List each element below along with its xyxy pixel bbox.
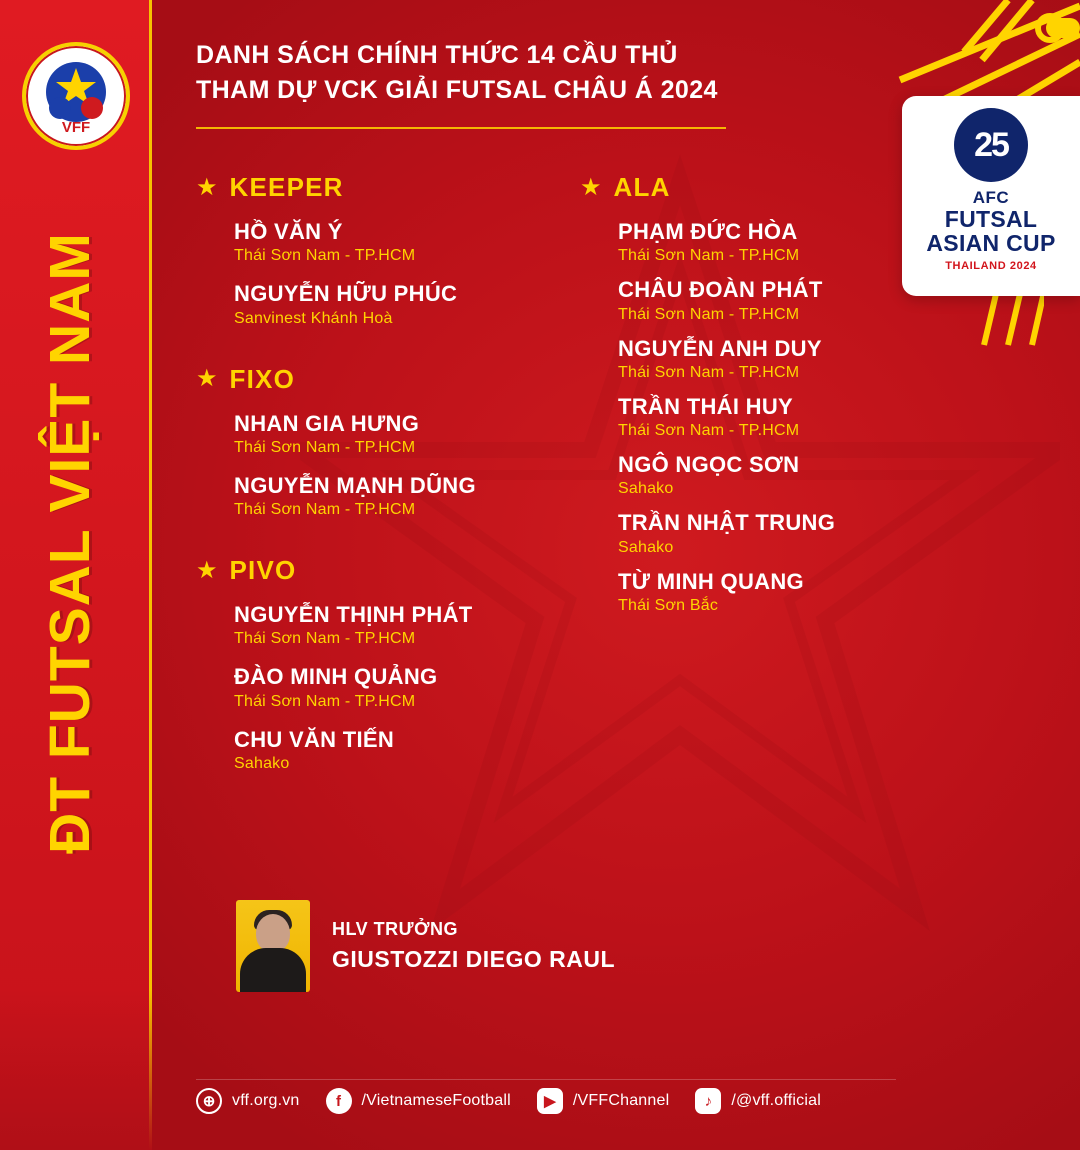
position-group-title: ALA	[613, 172, 671, 202]
player-entry	[234, 727, 566, 773]
player-club: Thái Sơn Nam - TP.HCM	[234, 630, 416, 648]
player-entry	[234, 219, 566, 265]
player-name: PHẠM ĐỨC HÒA	[618, 219, 798, 244]
player-name: CHU VĂN TIẾN	[234, 726, 395, 752]
player-club: Thái Sơn Nam - TP.HCM	[618, 247, 800, 265]
coach-role: HLV TRƯỞNG	[332, 919, 458, 939]
player-club: Sahako	[618, 538, 674, 556]
position-group	[580, 172, 960, 615]
player-club: Thái Sơn Nam - TP.HCM	[234, 501, 416, 519]
player-club: Thái Sơn Nam - TP.HCM	[618, 363, 800, 381]
afc-edition-number: 25	[974, 125, 1008, 164]
position-group	[196, 172, 566, 328]
player-club: Sahako	[234, 755, 290, 773]
player-name: TRẦN NHẬT TRUNG	[618, 510, 836, 536]
footer-link-label: /VietnameseFootball	[361, 1092, 511, 1109]
player-club: Sanvinest Khánh Hoà	[234, 309, 393, 327]
afc-line-4: THAILAND 2024	[945, 260, 1037, 273]
player-name: NHAN GIA HƯNG	[234, 410, 420, 436]
player-name: NGÔ NGỌC SƠN	[618, 452, 800, 478]
player-club: Thái Sơn Nam - TP.HCM	[234, 692, 416, 710]
roster-column-right	[580, 172, 960, 651]
player-name: TRẦN THÁI HUY	[618, 393, 794, 419]
coach-block	[236, 900, 615, 992]
youtube-icon[interactable]: ▶	[537, 1088, 563, 1114]
footer-link-label: vff.org.vn	[232, 1092, 300, 1109]
player-entry	[234, 411, 566, 457]
player-entry	[618, 394, 960, 440]
player-name: CHÂU ĐOÀN PHÁT	[618, 277, 823, 303]
position-group-header	[196, 172, 566, 203]
footer-link[interactable]	[695, 1088, 821, 1114]
player-entry	[618, 277, 960, 323]
player-entry	[234, 281, 566, 327]
position-group-title: KEEPER	[229, 172, 344, 202]
footer-link-label: /VFFChannel	[572, 1092, 670, 1109]
coach-photo	[236, 900, 310, 992]
player-name: HỒ VĂN Ý	[234, 219, 343, 244]
coach-body	[240, 948, 306, 992]
footer-link[interactable]	[326, 1088, 511, 1114]
player-entry	[234, 602, 566, 648]
player-entry	[234, 664, 566, 710]
star-icon: ★	[580, 173, 602, 201]
player-entry	[234, 473, 566, 519]
roster-column-left	[196, 172, 566, 809]
left-vertical-band	[0, 0, 152, 1150]
player-club: Thái Sơn Bắc	[618, 597, 719, 615]
position-group-header	[196, 555, 566, 586]
player-club: Thái Sơn Nam - TP.HCM	[618, 305, 800, 323]
player-name: NGUYỄN THỊNH PHÁT	[234, 602, 473, 628]
position-group	[196, 364, 566, 520]
footer-link[interactable]	[196, 1088, 300, 1114]
player-club: Thái Sơn Nam - TP.HCM	[618, 422, 800, 440]
player-entry	[618, 219, 960, 265]
facebook-icon[interactable]: f	[326, 1088, 352, 1114]
star-icon: ★	[196, 365, 218, 393]
svg-text:VFF: VFF	[61, 119, 91, 136]
afc-line-3: ASIAN CUP	[926, 230, 1056, 256]
star-icon: ★	[196, 556, 218, 584]
player-name: NGUYỄN HỮU PHÚC	[234, 281, 458, 307]
page-title	[196, 38, 836, 107]
afc-line-1: AFC	[972, 188, 1010, 207]
footer-social-links	[196, 1088, 896, 1114]
player-name: NGUYỄN ANH DUY	[618, 335, 822, 361]
player-name: ĐÀO MINH QUẢNG	[234, 664, 438, 690]
coach-name: GIUSTOZZI DIEGO RAUL	[332, 946, 616, 972]
afc-ball-icon	[954, 108, 1028, 182]
player-club: Thái Sơn Nam - TP.HCM	[234, 247, 416, 265]
position-group	[196, 555, 566, 773]
coach-head	[256, 914, 290, 952]
footer-link[interactable]	[537, 1088, 669, 1114]
position-group-header	[580, 172, 960, 203]
position-group-title: FIXO	[229, 363, 295, 394]
vertical-team-title: ĐT FUTSAL VIỆT NAM	[38, 232, 102, 854]
star-icon: ★	[196, 173, 218, 201]
title-divider	[196, 127, 726, 129]
position-group-title: PIVO	[229, 555, 297, 586]
player-name: NGUYỄN MẠNH DŨNG	[234, 472, 476, 498]
player-entry	[618, 510, 960, 556]
footer-divider	[196, 1079, 896, 1080]
position-group-header	[196, 364, 566, 395]
afc-line-2: FUTSAL	[944, 206, 1038, 232]
player-club: Thái Sơn Nam - TP.HCM	[234, 438, 416, 456]
title-line-2: THAM DỰ VCK GIẢI FUTSAL CHÂU Á 2024	[196, 75, 718, 104]
footer-link-label: /@vff.official	[731, 1092, 821, 1109]
player-club: Sahako	[618, 480, 674, 498]
globe-icon[interactable]: ⊕	[196, 1088, 222, 1114]
player-entry	[618, 336, 960, 382]
header	[196, 38, 836, 129]
coach-text	[332, 919, 615, 973]
player-entry	[618, 569, 960, 615]
player-entry	[618, 452, 960, 498]
player-name: TỪ MINH QUANG	[618, 568, 804, 594]
tiktok-icon[interactable]: ♪	[695, 1088, 721, 1114]
title-line-1: DANH SÁCH CHÍNH THỨC 14 CẦU THỦ	[196, 41, 678, 69]
